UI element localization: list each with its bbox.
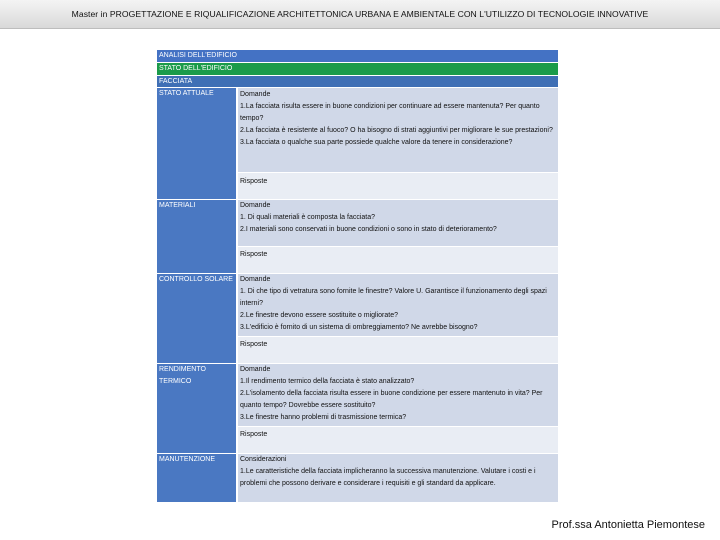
section-row xyxy=(157,88,558,173)
questions-title: Domande xyxy=(240,276,271,284)
answers-cell xyxy=(237,173,558,200)
answers-cell xyxy=(237,427,558,454)
question-item: 3.La facciata o qualche sua parte possiede qualche valore da tenere in considerazione? xyxy=(240,138,513,146)
band-facciata xyxy=(157,75,558,88)
author-credit: Prof.ssa Antonietta Piemontese xyxy=(551,519,705,531)
band-stato xyxy=(157,62,558,75)
question-item: 1. Di quali materiali è composta la facciata? xyxy=(240,214,376,222)
questions-cell xyxy=(237,200,558,247)
section-label: CONTROLLO SOLARE xyxy=(157,274,237,364)
considerations-cell xyxy=(237,454,558,503)
slide-header xyxy=(0,0,720,29)
question-item: 3.Le finestre hanno problemi di trasmissione termica? xyxy=(240,413,407,421)
section-row xyxy=(157,200,558,247)
facade-analysis-table xyxy=(157,50,558,503)
answers-title: Risposte xyxy=(240,251,268,259)
section-row xyxy=(157,454,558,503)
band-stato-label: STATO DELL'EDIFICIO xyxy=(157,62,558,75)
answers-title: Risposte xyxy=(240,178,268,186)
section-row xyxy=(157,274,558,337)
questions-cell xyxy=(237,364,558,427)
band-analisi-label: ANALISI DELL'EDIFICIO xyxy=(157,50,558,62)
question-item: 2.L'isolamento della facciata risulta essere in buone condizione per essere mantenuto in vita? Per quanto tempo? Dovrebbe essere sostituito? xyxy=(240,389,543,409)
course-title: Master in PROGETTAZIONE E RIQUALIFICAZIONE ARCHITETTONICA URBANA E AMBIENTALE CON L'UTILIZZO DI TECNOLOGIE INNOVATIVE xyxy=(71,9,649,19)
question-item: 3.L'edificio è fornito di un sistema di ombreggiamento? Ne avrebbe bisogno? xyxy=(240,323,478,331)
questions-cell xyxy=(237,274,558,337)
question-item: 2.Le finestre devono essere sostituite o migliorate? xyxy=(240,311,398,319)
answers-title: Risposte xyxy=(240,341,268,349)
questions-cell xyxy=(237,88,558,173)
question-item: 2.I materiali sono conservati in buone condizioni o sono in stato di deterioramento? xyxy=(240,225,497,233)
considerations-title: Considerazioni xyxy=(240,456,287,464)
question-item: 2.La facciata è resistente al fuoco? O ha bisogno di strati aggiuntivi per migliorare le sue prestazioni? xyxy=(240,126,553,134)
questions-title: Domande xyxy=(240,202,271,210)
band-analisi xyxy=(157,50,558,62)
answers-title: Risposte xyxy=(240,431,268,439)
questions-title: Domande xyxy=(240,366,271,374)
question-item: 1.Il rendimento termico della facciata è stato analizzato? xyxy=(240,378,415,386)
answers-cell xyxy=(237,337,558,364)
answers-cell xyxy=(237,247,558,274)
section-label: MATERIALI xyxy=(157,200,237,274)
question-item: 1.La facciata risulta essere in buone condizioni per continuare ad essere mantenuta? Per quanto tempo? xyxy=(240,103,540,122)
band-facciata-label: FACCIATA xyxy=(157,75,558,88)
section-label: STATO ATTUALE xyxy=(157,88,237,200)
consideration-item: 1.Le caratteristiche della facciata implicheranno la successiva manutenzione. Valutare i costi e i problemi che possono derivare e considerare i requisiti e gli standard da applicare. xyxy=(240,468,536,487)
section-label: RENDIMENTO TERMICO xyxy=(157,364,237,454)
question-item: 1. Di che tipo di vetratura sono fornite le finestre? Valore U. Garantisce il funzionamento degli spazi interni? xyxy=(240,288,547,307)
section-label: MANUTENZIONE xyxy=(157,454,237,503)
section-row xyxy=(157,364,558,427)
questions-title: Domande xyxy=(240,91,271,99)
